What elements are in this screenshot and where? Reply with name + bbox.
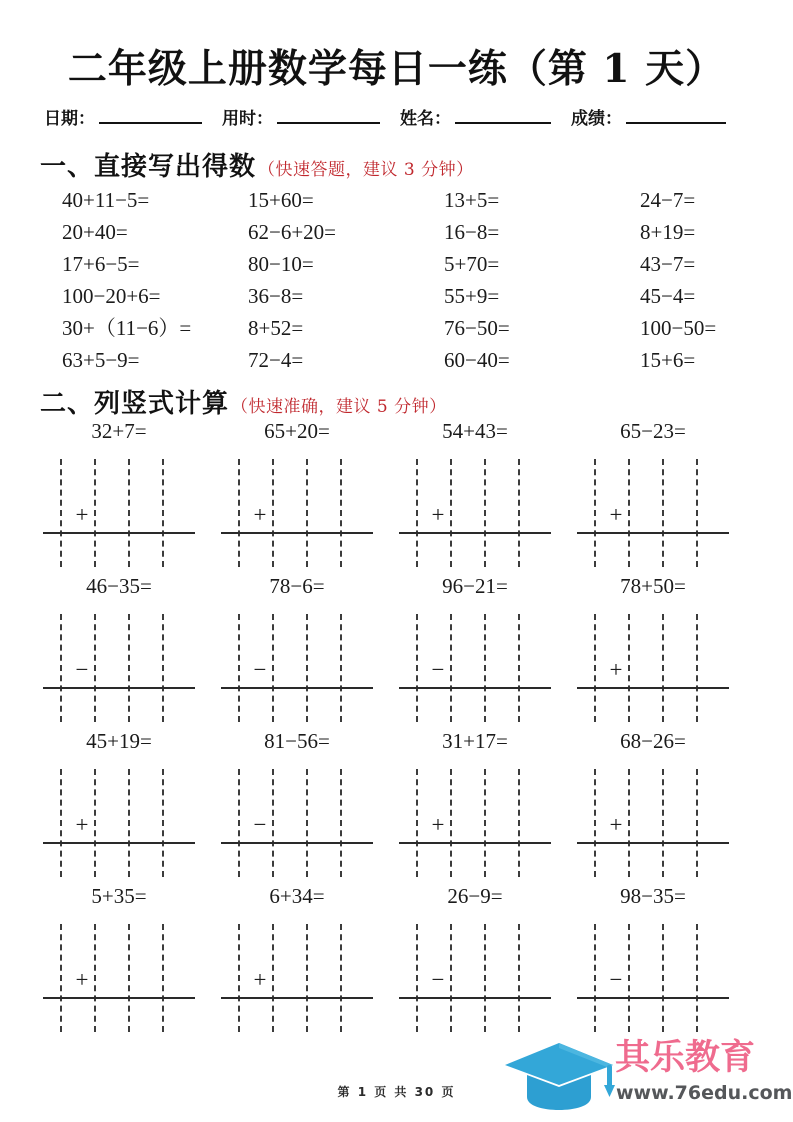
operator-sign: − (431, 657, 445, 682)
column-guide-dashed-line (518, 459, 520, 567)
footer-page-number: 第 1 页 共 30 页 (337, 1085, 456, 1099)
name-blank[interactable] (455, 107, 551, 124)
vertical-problem-expression: 78+50= (620, 574, 686, 598)
time-blank[interactable] (277, 107, 380, 124)
oral-problem: 24−7= (640, 188, 696, 212)
vertical-problem-cell (44, 883, 222, 1038)
operator-sign: + (609, 657, 623, 682)
section-2-heading (40, 383, 447, 420)
oral-problem: 63+5−9= (62, 348, 140, 372)
column-guide-dashed-line (416, 614, 418, 722)
vertical-problem-cell (400, 883, 578, 1038)
column-guide-dashed-line (238, 769, 240, 877)
column-guide-dashed-line (306, 459, 308, 567)
column-guide-dashed-line (594, 614, 596, 722)
column-guide-dashed-line (340, 769, 342, 877)
oral-problem: 13+5= (444, 188, 500, 212)
oral-problem: 8+19= (640, 220, 696, 244)
score-field (571, 104, 730, 129)
vertical-problem-expression: 5+35= (91, 884, 147, 908)
vertical-form-worksheet-box[interactable] (52, 924, 184, 1032)
oral-arithmetic-grid (44, 184, 756, 376)
score-blank[interactable] (626, 107, 726, 124)
column-guide-dashed-line (662, 459, 664, 567)
column-guide-dashed-line (306, 614, 308, 722)
vertical-problem-cell (578, 883, 756, 1038)
column-guide-dashed-line (696, 924, 698, 1032)
vertical-problem-expression: 78−6= (269, 574, 325, 598)
name-field (400, 104, 555, 129)
sum-rule-line (43, 532, 195, 534)
operator-sign: + (431, 502, 445, 527)
column-guide-dashed-line (128, 769, 130, 877)
operator-sign: + (253, 967, 267, 992)
vertical-form-worksheet-box[interactable] (408, 459, 540, 567)
column-guide-dashed-line (162, 459, 164, 567)
vertical-problem-cell (578, 728, 756, 883)
vertical-problem-cell (44, 418, 222, 573)
vertical-form-worksheet-box[interactable] (586, 769, 718, 877)
oral-problem: 80−10= (248, 252, 314, 276)
graduation-cap-icon (503, 1039, 615, 1111)
score-label: 成绩： (571, 109, 622, 129)
oral-problem: 40+11−5= (62, 188, 150, 212)
oral-problem: 8+52= (248, 316, 304, 340)
operator-sign: − (609, 967, 623, 992)
column-guide-dashed-line (340, 924, 342, 1032)
operator-sign: − (75, 657, 89, 682)
vertical-problem-cell (222, 728, 400, 883)
vertical-form-worksheet-box[interactable] (408, 614, 540, 722)
operator-sign: + (609, 502, 623, 527)
vertical-form-worksheet-box[interactable] (230, 614, 362, 722)
oral-problem: 20+40= (62, 220, 128, 244)
column-guide-dashed-line (416, 459, 418, 567)
column-guide-dashed-line (484, 769, 486, 877)
vertical-form-worksheet-box[interactable] (230, 924, 362, 1032)
column-guide-dashed-line (484, 924, 486, 1032)
sum-rule-line (399, 997, 551, 999)
column-guide-dashed-line (60, 769, 62, 877)
oral-problem: 16−8= (444, 220, 500, 244)
student-info-row (44, 104, 756, 129)
vertical-form-worksheet-box[interactable] (586, 614, 718, 722)
oral-problem: 30+（11−6）= (62, 316, 192, 340)
vertical-problem-expression: 81−56= (264, 729, 330, 753)
sum-rule-line (399, 687, 551, 689)
vertical-form-worksheet-box[interactable] (52, 769, 184, 877)
section-1-note: （快速答题，建议 3 分钟） (258, 160, 474, 180)
vertical-form-grid (44, 418, 756, 1038)
oral-problem: 55+9= (444, 284, 500, 308)
oral-problem: 76−50= (444, 316, 510, 340)
column-guide-dashed-line (484, 614, 486, 722)
oral-problem: 45−4= (640, 284, 696, 308)
column-guide-dashed-line (128, 459, 130, 567)
column-guide-dashed-line (594, 769, 596, 877)
column-guide-dashed-line (662, 769, 664, 877)
operator-sign: − (431, 967, 445, 992)
column-guide-dashed-line (518, 614, 520, 722)
vertical-form-worksheet-box[interactable] (586, 924, 718, 1032)
oral-problem: 60−40= (444, 348, 510, 372)
vertical-problem-cell (222, 883, 400, 1038)
column-guide-dashed-line (238, 459, 240, 567)
section-1-heading (40, 146, 474, 183)
column-guide-dashed-line (60, 614, 62, 722)
vertical-form-worksheet-box[interactable] (52, 459, 184, 567)
name-label: 姓名： (400, 109, 451, 129)
operator-sign: + (431, 812, 445, 837)
section-2-title: 二、列竖式计算 (40, 389, 230, 419)
oral-problem: 100−20+6= (62, 284, 161, 308)
column-guide-dashed-line (238, 614, 240, 722)
column-guide-dashed-line (340, 459, 342, 567)
logo-name: 其乐教育 (615, 1038, 756, 1078)
sum-rule-line (577, 842, 729, 844)
time-label: 用时： (222, 109, 273, 129)
date-label: 日期： (44, 109, 95, 129)
vertical-problem-expression: 98−35= (620, 884, 686, 908)
sum-rule-line (43, 842, 195, 844)
vertical-problem-expression: 68−26= (620, 729, 686, 753)
column-guide-dashed-line (696, 769, 698, 877)
column-guide-dashed-line (594, 459, 596, 567)
vertical-problem-cell (400, 418, 578, 573)
column-guide-dashed-line (340, 614, 342, 722)
column-guide-dashed-line (60, 924, 62, 1032)
column-guide-dashed-line (306, 924, 308, 1032)
operator-sign: + (253, 502, 267, 527)
column-guide-dashed-line (60, 459, 62, 567)
vertical-problem-expression: 65+20= (264, 419, 330, 443)
page-title (0, 38, 793, 94)
sum-rule-line (577, 997, 729, 999)
operator-sign: + (609, 812, 623, 837)
operator-sign: − (253, 812, 267, 837)
brand-logo (503, 1031, 791, 1117)
vertical-problem-cell (400, 728, 578, 883)
vertical-problem-expression: 54+43= (442, 419, 508, 443)
oral-problem: 17+6−5= (62, 252, 140, 276)
oral-problem: 36−8= (248, 284, 304, 308)
sum-rule-line (399, 532, 551, 534)
vertical-problem-expression: 45+19= (86, 729, 152, 753)
column-guide-dashed-line (484, 459, 486, 567)
vertical-problem-expression: 96−21= (442, 574, 508, 598)
vertical-form-worksheet-box[interactable] (586, 459, 718, 567)
operator-sign: + (75, 502, 89, 527)
column-guide-dashed-line (162, 924, 164, 1032)
column-guide-dashed-line (518, 769, 520, 877)
vertical-form-worksheet-box[interactable] (52, 614, 184, 722)
column-guide-dashed-line (416, 769, 418, 877)
operator-sign: + (75, 967, 89, 992)
column-guide-dashed-line (306, 769, 308, 877)
logo-text-block (615, 1037, 791, 1117)
sum-rule-line (43, 687, 195, 689)
title-lead: 二年级上册数学 (67, 46, 348, 92)
vertical-problem-expression: 6+34= (269, 884, 325, 908)
oral-problem: 5+70= (444, 252, 500, 276)
date-blank[interactable] (99, 107, 202, 124)
vertical-problem-cell (44, 573, 222, 728)
title-highlight: 每日一练 (347, 46, 508, 92)
vertical-problem-cell (400, 573, 578, 728)
operator-sign: + (75, 812, 89, 837)
sum-rule-line (221, 997, 373, 999)
oral-problem: 100−50= (640, 316, 717, 340)
vertical-problem-cell (222, 573, 400, 728)
sum-rule-line (221, 687, 373, 689)
column-guide-dashed-line (696, 459, 698, 567)
column-guide-dashed-line (128, 924, 130, 1032)
logo-url: www.76edu.com (616, 1082, 793, 1104)
column-guide-dashed-line (416, 924, 418, 1032)
column-guide-dashed-line (594, 924, 596, 1032)
oral-problem: 15+60= (248, 188, 314, 212)
sum-rule-line (221, 842, 373, 844)
sum-rule-line (577, 532, 729, 534)
section-1-title: 一、直接写出得数 (40, 152, 257, 182)
sum-rule-line (221, 532, 373, 534)
column-guide-dashed-line (162, 769, 164, 877)
vertical-problem-expression: 31+17= (442, 729, 508, 753)
vertical-problem-expression: 65−23= (620, 419, 686, 443)
vertical-problem-expression: 32+7= (91, 419, 147, 443)
column-guide-dashed-line (162, 614, 164, 722)
time-field (222, 104, 384, 129)
vertical-form-worksheet-box[interactable] (408, 924, 540, 1032)
title-tail: （第 1 天） (507, 46, 726, 92)
section-2-note: （快速准确，建议 5 分钟） (231, 397, 447, 417)
vertical-problem-expression: 26−9= (447, 884, 503, 908)
column-guide-dashed-line (238, 924, 240, 1032)
vertical-form-worksheet-box[interactable] (230, 459, 362, 567)
oral-problem: 72−4= (248, 348, 304, 372)
oral-problem: 43−7= (640, 252, 696, 276)
vertical-form-worksheet-box[interactable] (230, 769, 362, 877)
column-guide-dashed-line (128, 614, 130, 722)
vertical-problem-cell (578, 573, 756, 728)
oral-problem: 15+6= (640, 348, 696, 372)
column-guide-dashed-line (518, 924, 520, 1032)
vertical-problem-cell (222, 418, 400, 573)
sum-rule-line (399, 842, 551, 844)
sum-rule-line (577, 687, 729, 689)
vertical-form-worksheet-box[interactable] (408, 769, 540, 877)
vertical-problem-expression: 46−35= (86, 574, 152, 598)
oral-problem: 62−6+20= (248, 220, 337, 244)
column-guide-dashed-line (662, 614, 664, 722)
column-guide-dashed-line (696, 614, 698, 722)
operator-sign: − (253, 657, 267, 682)
vertical-problem-cell (44, 728, 222, 883)
vertical-problem-cell (578, 418, 756, 573)
sum-rule-line (43, 997, 195, 999)
date-field (44, 104, 206, 129)
column-guide-dashed-line (662, 924, 664, 1032)
